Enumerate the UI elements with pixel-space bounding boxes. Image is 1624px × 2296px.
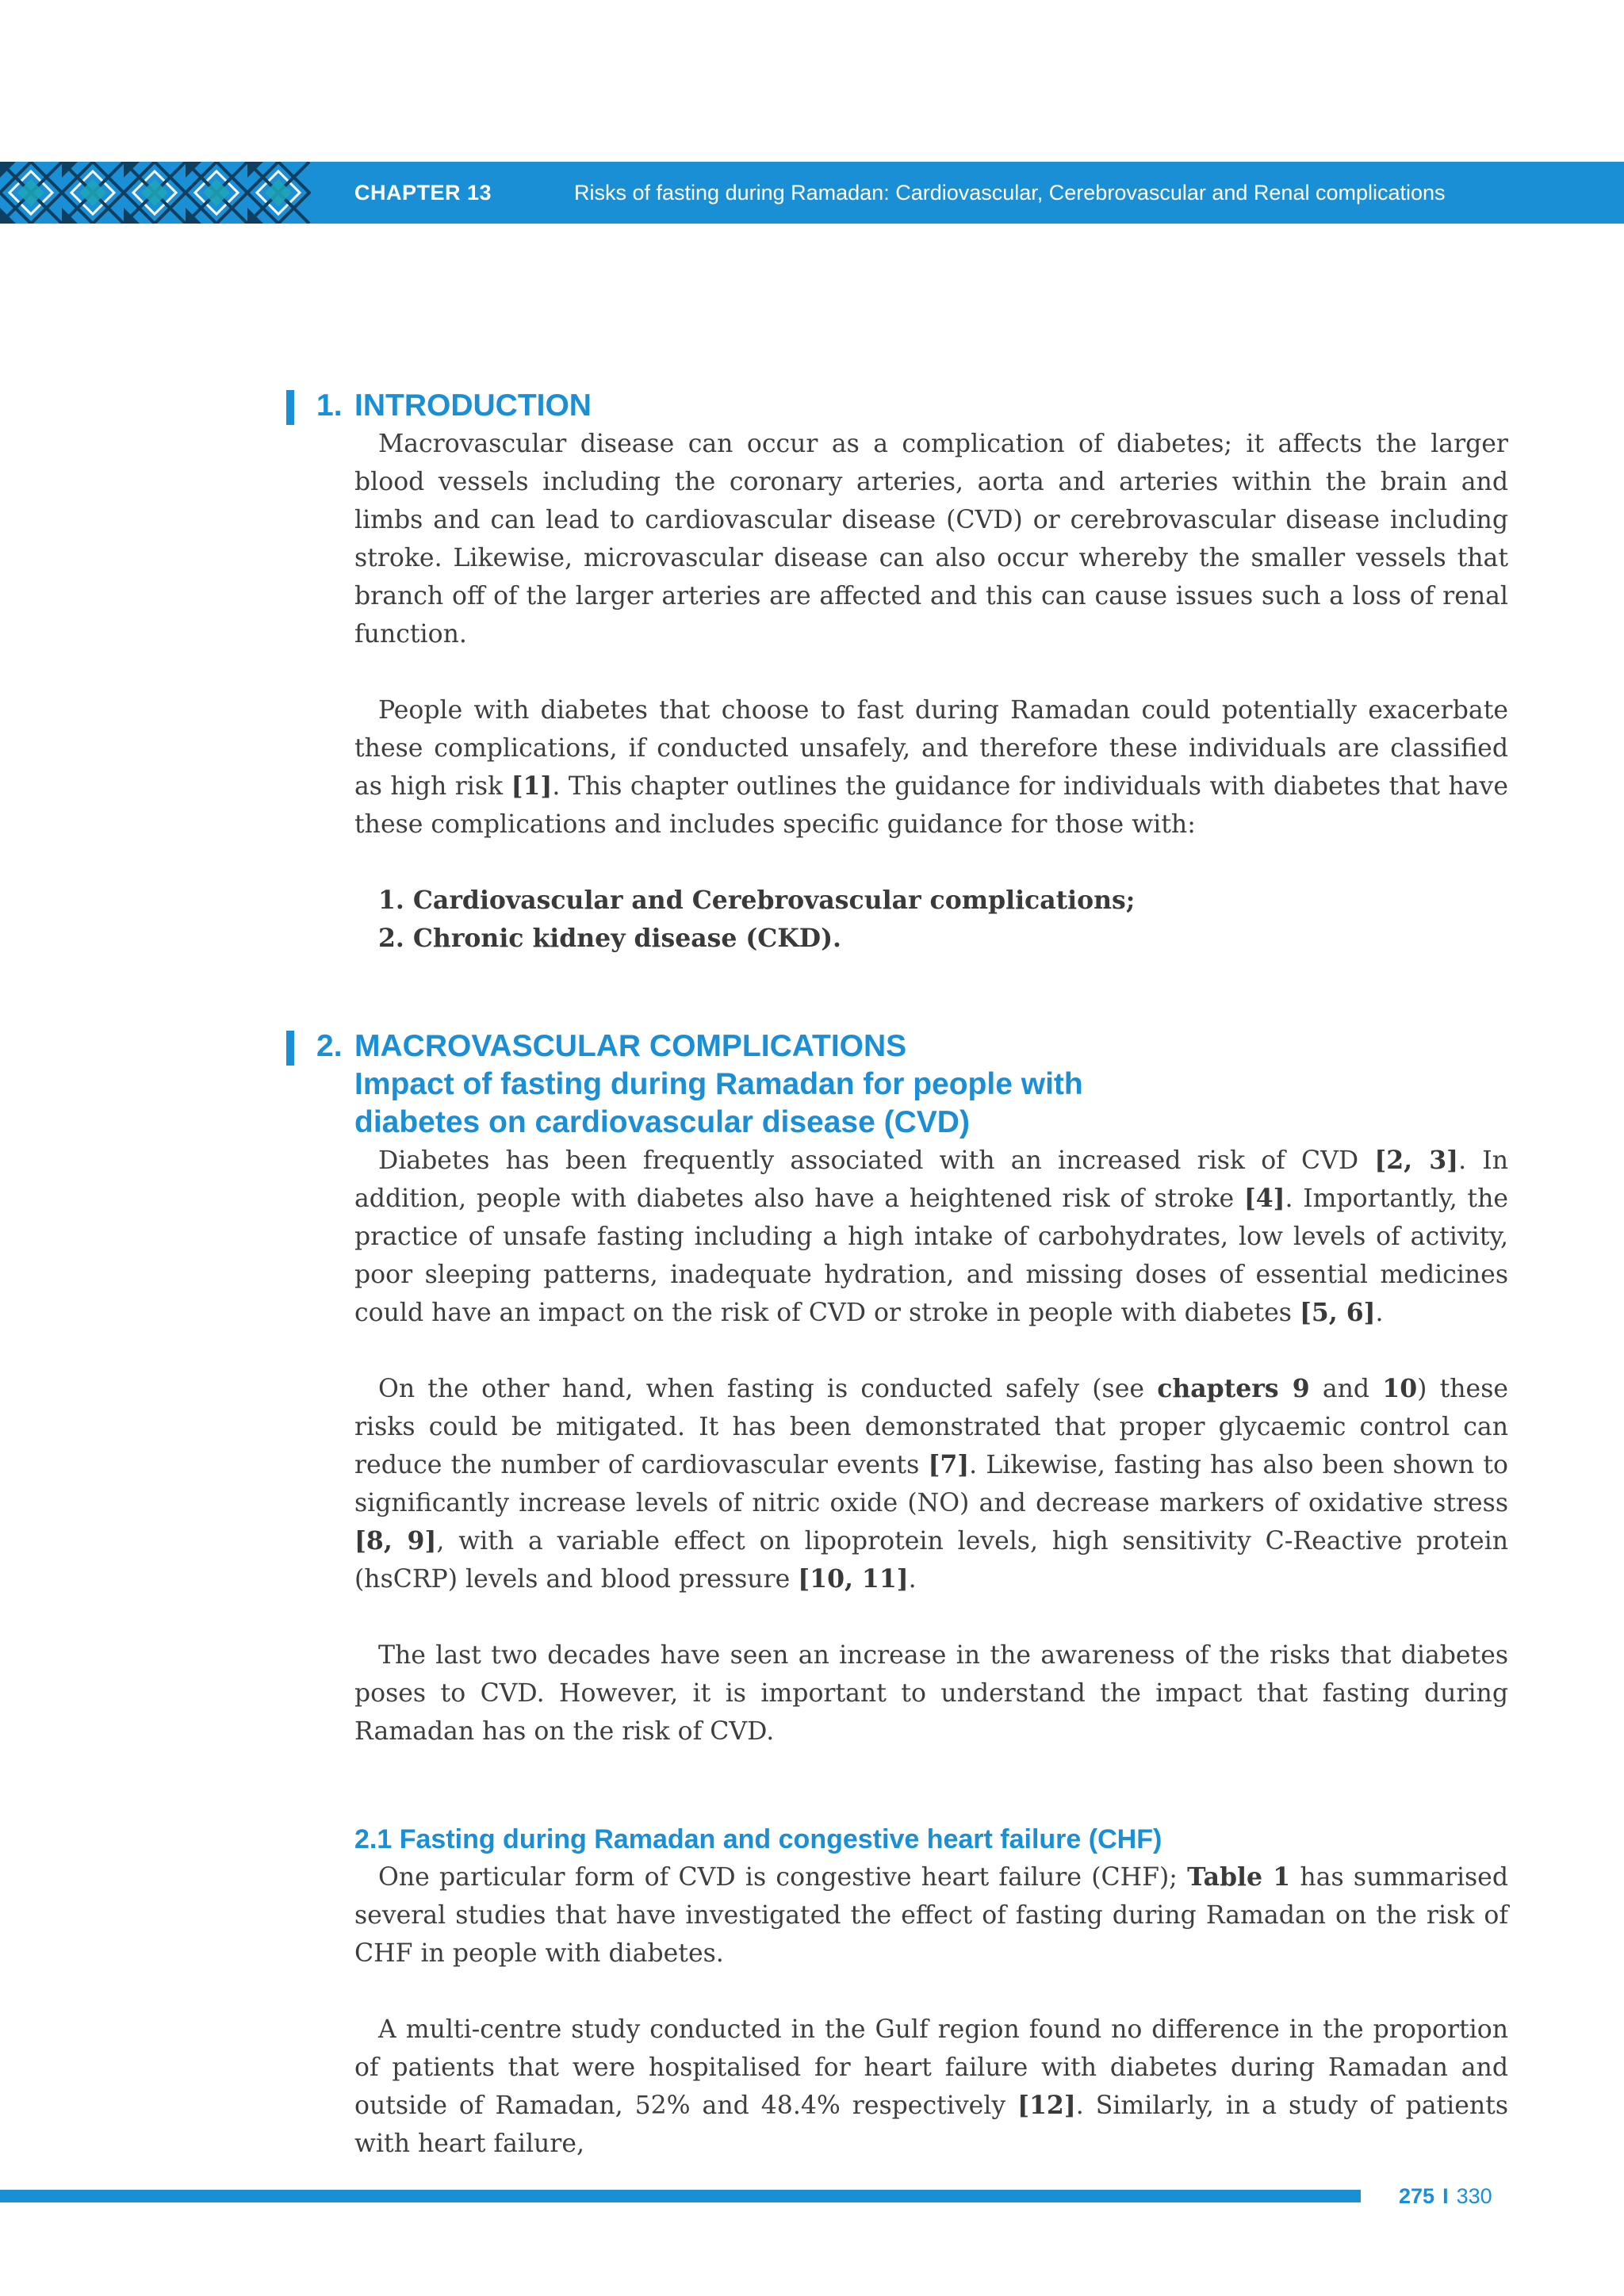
paragraph: The last two decades have seen an increase in the awareness of the risks that diabetes poses to CVD. However, it is important to understand the impact that fasting during Ramadan has on the risk of CVD. (354, 1641, 1508, 1746)
paragraph: Macrovascular disease can occur as a complication of diabetes; it affects the larger blood vessels including the coronary arteries, aorta and arteries within the brain and limbs and can lead to cardiovascular disease (CVD) or cerebrovascular disease including stroke. Likewise, microvascular disease can also occur whereby the smaller vessels that branch off of the larger arteries are affected and this can cause issues such a loss of renal function. (354, 430, 1508, 649)
list-item: 2. Chronic kidney disease (CKD). (378, 924, 841, 953)
section-heading-macrovascular (316, 1027, 1508, 1066)
chapter-label: CHAPTER 13 (354, 181, 492, 205)
subsection-title: Impact of fasting during Ramadan for people with diabetes on cardiovascular disease (CVD) (354, 1067, 1083, 1139)
table-reference: Table 1 (1187, 1862, 1291, 1892)
citation: [2, 3] (1374, 1146, 1459, 1175)
section-marker (286, 1031, 294, 1066)
citation: [5, 6] (1299, 1298, 1376, 1327)
current-page: 275 (1399, 2184, 1435, 2208)
chapter-reference: 10 (1382, 1374, 1418, 1403)
chapter-title: Risks of fasting during Ramadan: Cardiovascular, Cerebrovascular and Renal complications (574, 181, 1446, 205)
islamic-pattern-decoration (0, 162, 311, 224)
section-number: 1. (316, 388, 343, 423)
citation: [8, 9] (354, 1526, 437, 1556)
paragraph: People with diabetes that choose to fast during Ramadan could potentially exacerbate these complications, if conducted unsafely, and therefore these individuals are classified as high risk [1]. This chapter outlines the guidance for individuals with diabetes that have these complications and includes specific guidance for those with: (354, 696, 1508, 839)
citation: [10, 11] (798, 1564, 909, 1594)
citation: [7] (928, 1450, 970, 1479)
page-content (316, 387, 1509, 2163)
page-number (1399, 2182, 1492, 2210)
section-marker (286, 390, 294, 425)
paragraph: Diabetes has been frequently associated with an increased risk of CVD [2, 3]. In addition, people with diabetes also have a heightened risk of stroke [4]. Importantly, the practice of unsafe fasting including a high intake of carbohydrates, low levels of activity, poor sleeping patterns, inadequate hydration, and missing doses of essential medicines could have an impact on the risk of CVD or stroke in people with diabetes [5, 6]. (354, 1146, 1509, 1327)
page-separator: I (1442, 2184, 1449, 2208)
total-pages: 330 (1456, 2184, 1492, 2208)
section-title: INTRODUCTION (354, 388, 592, 423)
citation: [1] (511, 771, 553, 801)
subsection-title-chf: 2.1 Fasting during Ramadan and congestive heart failure (CHF) (354, 1824, 1162, 1854)
citation: [4] (1243, 1184, 1285, 1213)
paragraph: One particular form of CVD is congestive heart failure (CHF); Table 1 has summarised several studies that have investigated the effect of fasting during Ramadan on the risk of CHF in people with diabetes. (354, 1862, 1508, 1968)
complications-list (354, 882, 1508, 958)
paragraph: On the other hand, when fasting is conducted safely (see chapters 9 and 10) these risks could be mitigated. It has been demonstrated that proper glycaemic control can reduce the number of cardiovascular events [7]. Likewise, fasting has also been shown to significantly increase levels of nitric oxide (NO) and decrease markers of oxidative stress [8, 9], with a variable effect on lipoprotein levels, high sensitivity C-Reactive protein (hsCRP) levels and blood pressure [10, 11]. (354, 1374, 1509, 1594)
paragraph: A multi-centre study conducted in the Gulf region found no difference in the proportion of patients that were hospitalised for heart failure with diabetes during Ramadan and outside of Ramadan, 52% and 48.4% respectively [12]. Similarly, in a study of patients with heart failure, (354, 2015, 1508, 2158)
footer-bar (0, 2190, 1361, 2202)
citation: [12] (1017, 2091, 1076, 2120)
section-number: 2. (316, 1029, 343, 1063)
list-item: 1. Cardiovascular and Cerebrovascular complications; (378, 886, 1136, 915)
section-title: MACROVASCULAR COMPLICATIONS (354, 1029, 907, 1063)
section-heading-introduction (316, 387, 1508, 425)
chapter-reference: chapters 9 (1157, 1374, 1310, 1403)
